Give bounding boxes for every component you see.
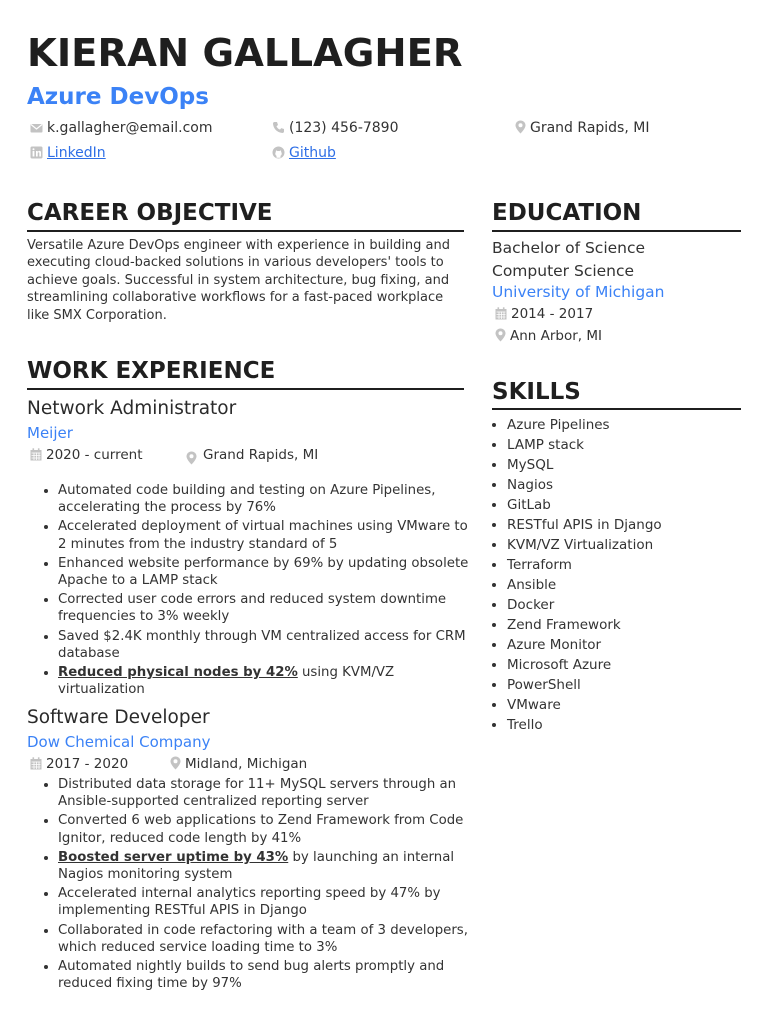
highlight-text: Reduced physical nodes by 42% [58,665,298,681]
job-title: Software Developer [27,707,210,728]
skills-list [492,415,757,735]
phone-icon [272,121,285,134]
contact-linkedin [30,144,106,162]
skill-item: • Terraform [507,555,757,575]
list-item: • Automated code building and testing on Azure Pipelines, accelerating the process by 76% [58,482,471,516]
contact-phone [272,119,399,137]
job-dates-text: 2017 - 2020 [46,756,129,772]
skill-item: • Ansible [507,575,757,595]
skill-item: • MySQL [507,455,757,475]
linkedin-link[interactable]: LinkedIn [47,145,106,161]
education-location [495,327,602,345]
job-bullets [27,482,471,700]
job-location-text: Midland, Michigan [185,756,308,772]
education-degree: Bachelor of Science [492,239,646,257]
job-company: Dow Chemical Company [27,733,211,751]
job-dates [30,755,128,773]
job-location-text: Grand Rapids, MI [203,447,319,463]
skill-item: • Azure Monitor [507,635,757,655]
email-text[interactable]: k.gallagher@email.com [47,120,213,136]
skill-item: • Zend Framework [507,615,757,635]
education-heading: EDUCATION [492,200,642,226]
skill-item: • LAMP stack [507,435,757,455]
map-pin-icon [170,756,181,770]
list-item: • Saved $2.4K monthly through VM centralized access for CRM database [58,628,471,662]
list-item: • Converted 6 web applications to Zend Framework from Code Ignitor, reduced code length by 41% [58,812,471,846]
highlight-text: Boosted server uptime by 43% [58,849,289,865]
skill-item: • KVM/VZ Virtualization [507,535,757,555]
map-pin-icon [186,451,197,465]
skill-item: • GitLab [507,495,757,515]
github-link[interactable]: Github [289,145,336,161]
contact-github [272,144,336,162]
skill-item: • Docker [507,595,757,615]
experience-heading: WORK EXPERIENCE [27,358,276,384]
github-icon [272,146,285,159]
skills-heading: SKILLS [492,379,581,405]
list-item: • Corrected user code errors and reduced system downtime frequencies to 3% weekly [58,591,471,625]
education-dates-text: 2014 - 2017 [511,306,594,322]
job-location [170,755,307,773]
list-item: • Enhanced website performance by 69% by updating obsolete Apache to a LAMP stack [58,555,471,589]
calendar-icon [495,307,507,320]
job-bullets [27,776,471,994]
objective-divider [27,230,464,232]
experience-divider [27,388,464,390]
calendar-icon [30,448,42,461]
objective-text: Versatile Azure DevOps engineer with experience in building and executing cloud-backed solutions in various developers' tools to achieve goals. Successful in system architecture, bug fixing, and streamlining collaborative workflows for a fast-paced workplace like SMX Corporation. [27,238,451,323]
location-text: Grand Rapids, MI [530,120,650,136]
calendar-icon [30,757,42,770]
education-school: University of Michigan [492,283,665,301]
objective-heading: CAREER OBJECTIVE [27,200,273,226]
list-item: • Automated nightly builds to send bug alerts promptly and reduced fixing time by 97% [58,958,471,992]
phone-text: (123) 456-7890 [289,120,399,136]
job-company: Meijer [27,424,73,442]
candidate-role: Azure DevOps [27,84,209,110]
skill-item: • VMware [507,695,757,715]
list-item: • Reduced physical nodes by 42% using KVM/VZ virtualization [58,664,471,698]
job-dates [30,446,143,464]
education-location-text: Ann Arbor, MI [510,328,603,344]
skill-item: • RESTful APIS in Django [507,515,757,535]
job-title: Network Administrator [27,398,237,419]
list-item: • Collaborated in code refactoring with a team of 3 developers, which reduced service loading time to 3% [58,922,471,956]
job-location [186,446,318,465]
skill-item: • Azure Pipelines [507,415,757,435]
candidate-name: KIERAN GALLAGHER [27,31,463,76]
skill-item: • Trello [507,715,757,735]
envelope-icon [30,122,43,134]
linkedin-icon [30,146,43,159]
contact-email [30,119,212,137]
map-pin-icon [495,328,506,342]
list-item: • Distributed data storage for 11+ MySQL servers through an Ansible-supported centralized reporting server [58,776,471,810]
contact-location [515,119,649,137]
list-item: • Accelerated deployment of virtual machines using VMware to 2 minutes from the industry standard of 5 [58,518,471,552]
job-dates-text: 2020 - current [46,447,143,463]
list-item: • Boosted server uptime by 43% by launching an internal Nagios monitoring system [58,849,471,883]
skill-item: • Microsoft Azure [507,655,757,675]
skill-item: • Nagios [507,475,757,495]
skill-item: • PowerShell [507,675,757,695]
education-divider [492,230,741,232]
skills-divider [492,408,741,410]
map-pin-icon [515,120,526,134]
education-dates [495,305,593,323]
list-item: • Accelerated internal analytics reporting speed by 47% by implementing RESTful APIS in Django [58,885,471,919]
education-field: Computer Science [492,262,635,280]
